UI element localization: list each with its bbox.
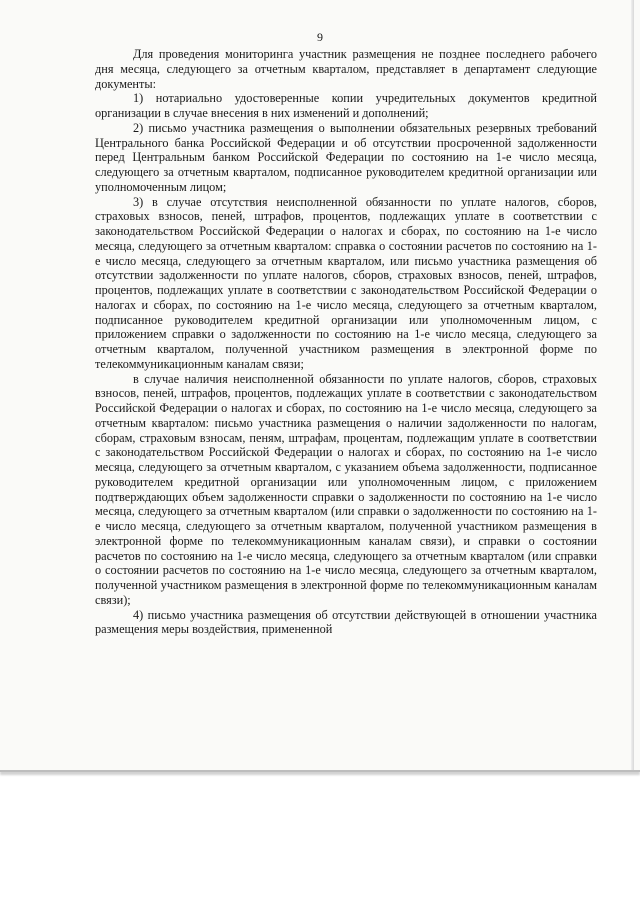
paragraph-intro: Для проведения мониторинга участник размещения не позднее последнего рабочего дня месяца, следующего за отчетным кварталом, представляет в департамент следующие документы: [95,47,597,91]
page-number: 9 [317,30,323,44]
paragraph-item-3: 3) в случае отсутствия неисполненной обязанности по уплате налогов, сборов, страховых взносов, пеней, штрафов, процентов, подлежащих уплате в соответствии с законодательством Российской Федерации о налогах и сборах, по состоянию на 1-е число месяца, следующего за отчетным кварталом: справка о состоянии расчетов по состоянию на 1-е число месяца, следующего за отчетным кварталом, или письмо участника размещения об отсутствии задолженности по уплате налогов, сборов, страховых взносов, пеней, штрафов, процентов, подлежащих уплате в соответствии с законодательством Российской Федерации о налогах и сборах, по состоянию на 1-е число месяца, следующего за отчетным кварталом, подписанное руководителем кредитной организации или уполномоченным лицом, с приложением справки о задолженности по состоянию на 1-е число месяца, следующего за отчетным кварталом, полученной участником размещения в электронной форме по телекоммуникационным каналам связи; [95,194,597,371]
paragraph-item-2: 2) письмо участника размещения о выполнении обязательных резервных требований Центрального банка Российской Федерации и об отсутствии просроченной задолженности перед Центральным банком Российской Федерации по состоянию на 1-е число месяца, следующего за отчетным кварталом, подписанное руководителем кредитной организации или уполномоченным лицом; [95,120,597,194]
document-body [95,47,597,637]
paragraph-item-1: 1) нотариально удостоверенные копии учредительных документов кредитной организации в случае внесения в них изменений и дополнений; [95,91,597,120]
paragraph-item-4: 4) письмо участника размещения об отсутствии действующей в отношении участника размещения меры воздействия, примененной [95,607,597,637]
paragraph-item-3-debt-case: в случае наличия неисполненной обязанности по уплате налогов, сборов, страховых взносов, пеней, штрафов, процентов, подлежащих уплате в соответствии с законодательством Российской Федерации о налогах и сборах, по состоянию на 1-е число месяца, следующего за отчетным кварталом: письмо участника размещения о наличии задолженности по налогам, сборам, страховым взносам, пеням, штрафам, процентам, подлежащим уплате в соответствии с законодательством Российской Федерации о налогах и сборах, по состоянию на 1-е число месяца, следующего за отчетным кварталом, с указанием объема задолженности, подписанное руководителем кредитной организации или уполномоченным лицом, с приложением подтверждающих объем задолженности справки о задолженности по состоянию на 1-е число месяца, следующего за отчетным кварталом (или справки о задолженности по состоянию на 1-е число месяца, следующего за отчетным кварталом, полученной участником размещения в электронной форме по телекоммуникационным каналам связи), и справки о состоянии расчетов по состоянию на 1-е число месяца, следующего за отчетным кварталом (или справки о состоянии расчетов по состоянию на 1-е число месяца, следующего за отчетным кварталом, полученной участником размещения в электронной форме по телекоммуникационным каналам связи); [95,371,597,607]
page-edge-shadow [631,0,634,770]
